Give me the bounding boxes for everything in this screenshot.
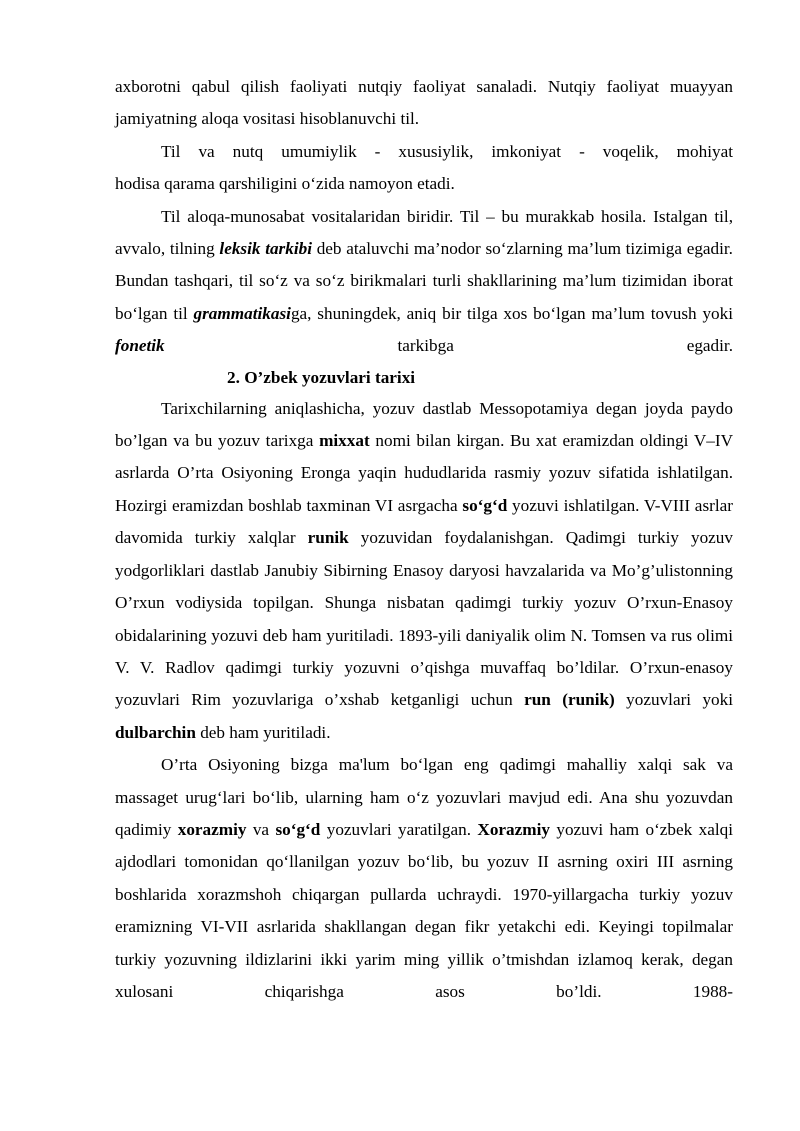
text-run: O’rta Osiyoning bizga ma'lum bo‘lgan eng qadimgi mahalliy xalqi sak va massaget urug‘lari bo‘lib, ularning ham o‘z yozuvlari mavjud edi. Ana shu yozuvdan qadimiy xyxy=(115,755,733,839)
term-xorazmiy-2: Xorazmiy xyxy=(477,819,550,839)
text-run: va xyxy=(246,819,276,839)
text-run: Til aloqa-munosabat vositalaridan biridir. Til – bu murakkab hosila. Istalgan til, avvalo, tilning xyxy=(115,206,733,259)
term-grammatikasi: grammatikasi xyxy=(193,303,291,323)
text-run: tarkibga egadir. xyxy=(164,336,733,356)
text-run: yozuvidan foydalanishgan. Qadimgi turkiy yozuv yodgorliklari dastlab Janubiy Sibirning Enasoy daryosi havzalarida va Mo’g’ulistonning O’rxun vodiysida topilgan. Shunga nisbatan qadimgi turkiy yozuv O’rxun-Enasoy obidalarining yozuvi deb ham yuritiladi. 1893-yili daniyalik olim N. Tomsen va rus olimi V. V. Radlov qadimgi turkiy yozuvni o’qishga muvaffaq bo’ldilar. O’rxun-enasoy yozuvlari Rim yozuvlariga o’xshab ketganligi uchun xyxy=(115,528,733,710)
term-xorazmiy: xorazmiy xyxy=(177,819,247,839)
paragraph-1 xyxy=(115,71,733,136)
text-run: yozuvlari yoki xyxy=(614,690,734,710)
section-heading: 2. O’zbek yozuvlari tarixi xyxy=(227,367,416,387)
paragraph-2-line-2-text: hodisa qarama qarshiligini o‘zida namoyon etadi. xyxy=(115,174,455,194)
term-sogd: so‘g‘d xyxy=(462,495,508,515)
text-run: yozuvi ham o‘zbek xalqi ajdodlari tomonidan qo‘llanilgan yozuv bo‘lib, bu yozuv II asrning oxiri III asrning boshlarida xorazmshoh chiqargan pullarda uchraydi. 1970-yillargacha turkiy yozuv eramizning VI-VII asrlarida shakllangan degan fikr yetakchi edi. Keyingi topilmalar turkiy yozuvning ildizlarini ikki yarim ming yillik o’tmishdan izlamoq kerak, degan xulosani chiqarishga asos bo’ldi. 1988- xyxy=(115,819,733,1001)
paragraph-1-text: axborotni qabul qilish faoliyati nutqiy faoliyat sanaladi. Nutqiy faoliyat muayyan jamiyatning aloqa vositasi hisoblanuvchi til. xyxy=(115,77,733,129)
text-run: nomi bilan kirgan. Bu xat eramizdan oldingi V–IV asrlarda O’rta Osiyoning Eronga yaqin hududlarida rasmiy yozuv sifatida ishlatilgan. Hozirgi eramizdan boshlab taxminan VI asrgacha xyxy=(115,431,733,515)
paragraph-2-line-1-text: Til va nutq umumiylik - xususiylik, imkoniyat - voqelik, mohiyat xyxy=(161,141,733,161)
text-run: Tarixchilarning aniqlashicha, yozuv dastlab Messopotamiya degan joyda paydo bo’lgan va bu yozuv tarixga xyxy=(115,398,733,451)
term-dulbarchin: dulbarchin xyxy=(115,722,196,742)
paragraph-3 xyxy=(115,201,733,363)
paragraph-4 xyxy=(115,393,733,749)
term-run-runik: run (runik) xyxy=(524,690,615,710)
term-runik: runik xyxy=(307,528,349,548)
text-run: deb ham yuritiladi. xyxy=(195,722,331,742)
term-leksik-tarkibi: leksik tarkibi xyxy=(219,239,312,259)
text-run: ga, shuningdek, aniq bir tilga xos bo‘lgan ma’lum tovush yoki xyxy=(290,303,733,323)
paragraph-5 xyxy=(115,749,733,1008)
text-run: yozuvi ishlatilgan. V-VIII asrlar davomida turkiy xalqlar xyxy=(115,495,733,548)
text-run: yozuvlari yaratilgan. xyxy=(320,819,478,839)
term-fonetik: fonetik xyxy=(115,336,165,356)
document-page xyxy=(115,71,733,1008)
term-sogd-2: so‘g‘d xyxy=(275,819,321,839)
text-run: deb ataluvchi ma’nodor so‘zlarning ma’lum tizimiga egadir. Bundan tashqari, til so‘z va so‘z birikmalari turli shakllarining ma’lum tizimidan iborat bo‘lgan til xyxy=(115,239,733,323)
paragraph-2-line-2 xyxy=(115,168,733,200)
term-mixxat: mixxat xyxy=(319,431,370,451)
paragraph-2-line-1 xyxy=(115,136,733,168)
